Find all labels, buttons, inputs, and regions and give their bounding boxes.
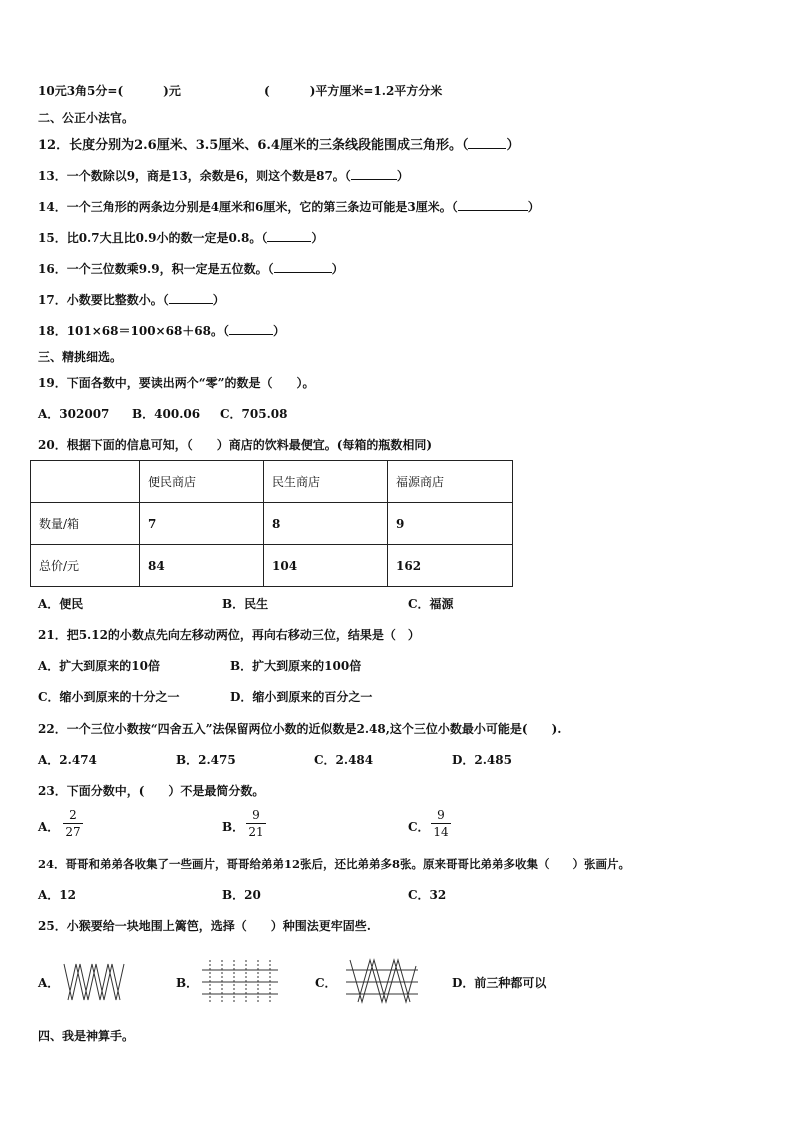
question-19-stem: 19．下面各数中，要读出两个“零”的数是（ ）。 bbox=[38, 376, 315, 390]
q22-option-c[interactable]: C．2.484 bbox=[314, 753, 374, 767]
q21-option-b[interactable]: B．扩大到原来的100倍 bbox=[230, 659, 362, 673]
table-cell: 162 bbox=[388, 545, 513, 587]
fraction-a: 2 27 bbox=[63, 808, 83, 839]
table-cell bbox=[31, 461, 140, 503]
answer-blank[interactable] bbox=[267, 229, 311, 242]
table-cell: 数量/箱 bbox=[31, 503, 140, 545]
answer-blank[interactable] bbox=[468, 136, 506, 149]
table-cell: 便民商店 bbox=[140, 461, 264, 503]
question-20-stem: 20．根据下面的信息可知，（ ）商店的饮料最便宜。(每箱的瓶数相同) bbox=[38, 438, 433, 452]
table-cell: 104 bbox=[264, 545, 388, 587]
question-22-stem: 22．一个三位小数按“四舍五入”法保留两位小数的近似数是2.48,这个三位小数最小可能是( ). bbox=[38, 722, 562, 736]
section-2-title: 二、公正小法官。 bbox=[38, 111, 135, 125]
q20-option-c[interactable]: C．福源 bbox=[408, 597, 454, 611]
answer-blank[interactable] bbox=[169, 291, 213, 304]
q21-option-a[interactable]: A．扩大到原来的10倍 bbox=[38, 659, 161, 673]
q25-option-a[interactable]: A． bbox=[38, 976, 60, 990]
question-24-stem: 24．哥哥和弟弟各收集了一些画片，哥哥给弟弟12张后，还比弟弟多8张。原来哥哥比弟弟多收集（ ）张画片。 bbox=[38, 857, 631, 871]
q25-option-d[interactable]: D．前三种都可以 bbox=[452, 976, 547, 990]
q20-option-b[interactable]: B．民生 bbox=[222, 597, 269, 611]
q24-option-b[interactable]: B．20 bbox=[222, 888, 261, 902]
table-cell: 总价/元 bbox=[31, 545, 140, 587]
question-21-stem: 21．把5.12的小数点先向左移动两位，再向右移动三位，结果是（ ） bbox=[38, 628, 420, 642]
triangle-fence-image bbox=[344, 958, 420, 1004]
q23-option-b[interactable]: B． bbox=[222, 820, 245, 834]
question-17: 17．小数要比整数小。（ ） bbox=[38, 293, 225, 307]
section-3-title: 三、精挑细选。 bbox=[38, 350, 123, 364]
zigzag-fence-image bbox=[62, 958, 126, 1004]
question-23-stem: 23．下面分数中，( ）不是最简分数。 bbox=[38, 784, 265, 798]
table-cell: 8 bbox=[264, 503, 388, 545]
fraction-c: 9 14 bbox=[431, 808, 451, 839]
table-row bbox=[31, 503, 513, 545]
grid-fence-image bbox=[200, 958, 280, 1004]
q25-option-b[interactable]: B． bbox=[176, 976, 199, 990]
fraction-b: 9 21 bbox=[246, 808, 266, 839]
table-cell: 9 bbox=[388, 503, 513, 545]
q24-option-c[interactable]: C．32 bbox=[408, 888, 447, 902]
q22-option-b[interactable]: B．2.475 bbox=[176, 753, 236, 767]
q21-option-c[interactable]: C．缩小到原来的十分之一 bbox=[38, 690, 180, 704]
q21-option-d[interactable]: D．缩小到原来的百分之一 bbox=[230, 690, 373, 704]
answer-blank[interactable] bbox=[351, 167, 397, 180]
table-cell: 84 bbox=[140, 545, 264, 587]
store-price-table bbox=[30, 460, 513, 587]
question-15: 15．比0.7大且比0.9小的数一定是0.8。（ ） bbox=[38, 231, 324, 245]
question-18: 18．101×68＝100×68＋68。（ ） bbox=[38, 324, 286, 338]
q23-option-c[interactable]: C． bbox=[408, 820, 430, 834]
section-4-title: 四、我是神算手。 bbox=[38, 1029, 135, 1043]
q19-option-c[interactable]: C．705.08 bbox=[220, 407, 288, 421]
table-header-row bbox=[31, 461, 513, 503]
table-row bbox=[31, 545, 513, 587]
answer-blank[interactable] bbox=[458, 198, 528, 211]
q23-option-a[interactable]: A． bbox=[38, 820, 60, 834]
answer-blank[interactable] bbox=[229, 322, 273, 335]
q-area-conversion: ( )平方厘米=1.2平方分米 bbox=[264, 84, 443, 98]
table-cell: 福源商店 bbox=[388, 461, 513, 503]
table-cell: 7 bbox=[140, 503, 264, 545]
q25-option-c[interactable]: C． bbox=[315, 976, 337, 990]
question-25-stem: 25．小猴要给一块地围上篱笆，选择（ ）种围法更牢固些. bbox=[38, 919, 371, 933]
question-12: 12．长度分别为2.6厘米、3.5厘米、6.4厘米的三条线段能围成三角形。（ ） bbox=[38, 138, 520, 153]
q22-option-a[interactable]: A．2.474 bbox=[38, 753, 97, 767]
question-13: 13．一个数除以9，商是13，余数是6，则这个数是87。（ ） bbox=[38, 169, 409, 183]
q20-option-a[interactable]: A．便民 bbox=[38, 597, 84, 611]
q24-option-a[interactable]: A．12 bbox=[38, 888, 77, 902]
answer-blank[interactable] bbox=[274, 260, 332, 273]
question-16: 16．一个三位数乘9.9，积一定是五位数。（ ） bbox=[38, 262, 344, 276]
table-cell: 民生商店 bbox=[264, 461, 388, 503]
q22-option-d[interactable]: D．2.485 bbox=[452, 753, 512, 767]
q19-option-a[interactable]: A．302007 bbox=[38, 407, 110, 421]
question-14: 14．一个三角形的两条边分别是4厘米和6厘米，它的第三条边可能是3厘米。（ ） bbox=[38, 200, 540, 214]
q-money-conversion: 10元3角5分=( )元 bbox=[38, 84, 181, 98]
q19-option-b[interactable]: B．400.06 bbox=[132, 407, 201, 421]
